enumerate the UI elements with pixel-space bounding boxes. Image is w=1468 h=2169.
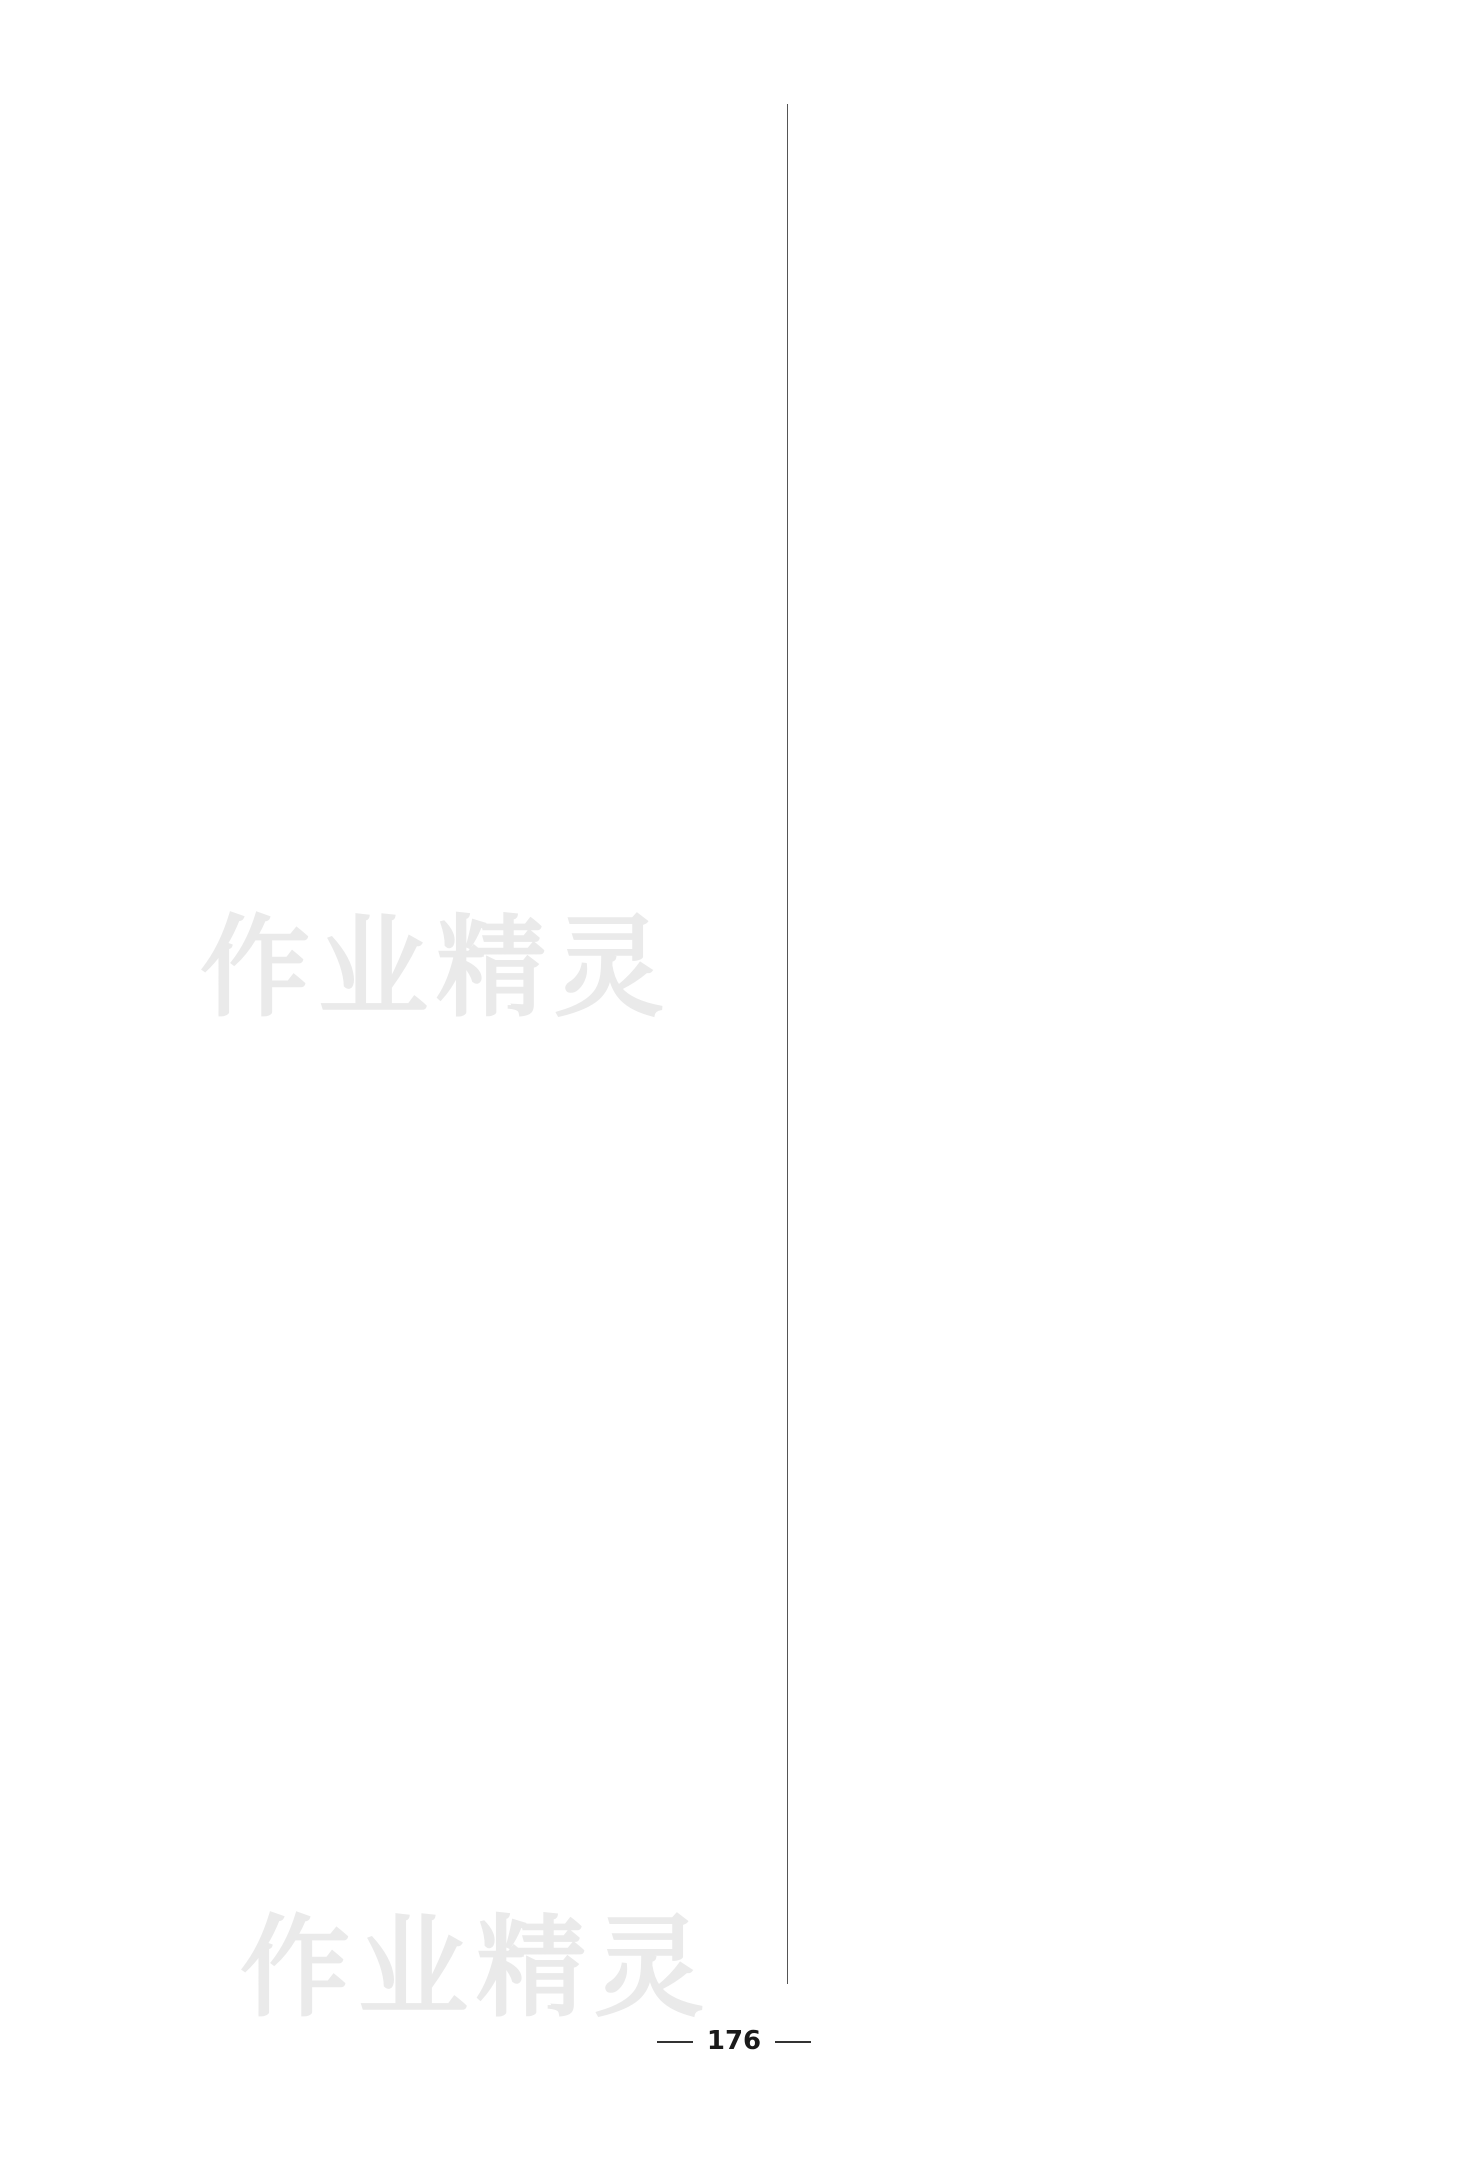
watermark: 作业精灵 <box>200 904 672 1032</box>
watermark: 作业精灵 <box>240 1904 712 2032</box>
footer-dash <box>775 2041 811 2043</box>
page-number: 176 <box>706 2026 762 2056</box>
page-footer <box>0 2026 1468 2056</box>
footer-dash <box>657 2041 693 2043</box>
column-divider <box>787 104 788 1984</box>
